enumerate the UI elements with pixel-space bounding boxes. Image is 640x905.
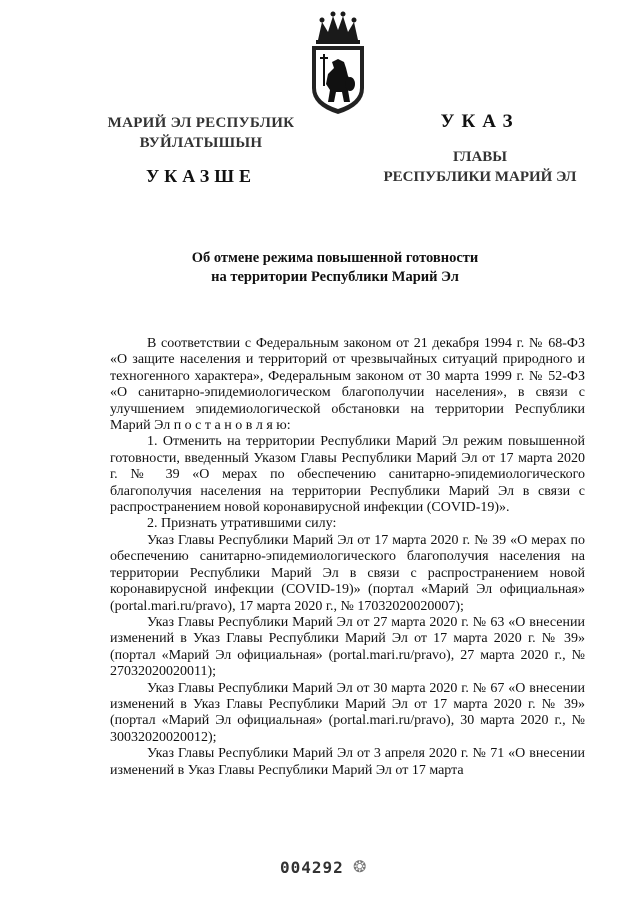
header-left-line1: МАРИЙ ЭЛ РЕСПУБЛИК [107,115,295,131]
paragraph: Указ Главы Республики Марий Эл от 3 апреля 2020 г. № 71 «О внесении изменений в Указ Главы Республики Марий Эл от 17 марта [110,746,585,778]
header-right-line2: РЕСПУБЛИКИ МАРИЙ ЭЛ [383,169,577,185]
document-title-line2: на территории Республики Марий Эл [211,269,459,285]
paragraph: 1. Отменить на территории Республики Марий Эл режим повышенной готовности, введенный Указом Главы Республики Марий Эл от 17 марта 2020 г. № 39 «О мерах по обеспечению санитарно-эпидемиологического благополучия населения на территории Республики Марий Эл в связи с распространением новой коронавирусной инфекции (COVID-19)». [110,434,585,516]
serial-number: 004292 [280,858,344,877]
coat-of-arms-icon [298,10,378,118]
header-right-title: УКАЗ [440,111,520,132]
header-right-line1: ГЛАВЫ [452,149,508,165]
document-body [110,336,585,779]
stamp-mark-icon: ❂ [353,859,367,876]
document-title [110,249,560,287]
document-title-line1: Об отмене режима повышенной готовности [191,250,479,266]
header-right-lines [360,147,600,187]
header-left-line2: ВУЙЛАТЫШЫН [139,135,263,151]
paragraph: Указ Главы Республики Марий Эл от 30 марта 2020 г. № 67 «О внесении изменений в Указ Главы Республики Марий Эл от 17 марта 2020 г. № 39» (портал «Марий Эл официальная» (portal.mari.ru/pravo), 30 марта 2020 г., № 30032020020012); [110,680,585,745]
header-left-title: УКАЗШЕ [145,166,257,186]
paragraph: 2. Признать утратившими силу: [147,516,337,532]
paragraph: Указ Главы Республики Марий Эл от 27 марта 2020 г. № 63 «О внесении изменений в Указ Главы Республики Марий Эл от 17 марта 2020 г. № 39» (портал «Марий Эл официальная» (portal.mari.ru/pravo), 27 марта 2020 г., № 27032020020011); [110,614,585,680]
paragraph: Указ Главы Республики Марий Эл от 17 марта 2020 г. № 39 «О мерах по обеспечению санитарно-эпидемиологического благополучия населения на территории Республики Марий Эл в связи с распространением новой коронавирусной инфекции (COVID-19)» (портал «Марий Эл официальная» (portal.mari.ru/pravo), 17 марта 2020 г., № 17032020020007); [110,532,585,614]
paragraph: В соответствии с Федеральным законом от 21 декабря 1994 г. № 68-ФЗ «О защите населения и территорий от чрезвычайных ситуаций природного и техногенного характера», Федеральным законом от 30 марта 1999 г. № 52-ФЗ «О санитарно-эпидемиологическом благополучии населения», в связи с улучшением эпидемиологической обстановки на территории Республики Марий Эл п о с т а н о в л я ю: [110,336,585,434]
header-left-lines [70,113,332,153]
